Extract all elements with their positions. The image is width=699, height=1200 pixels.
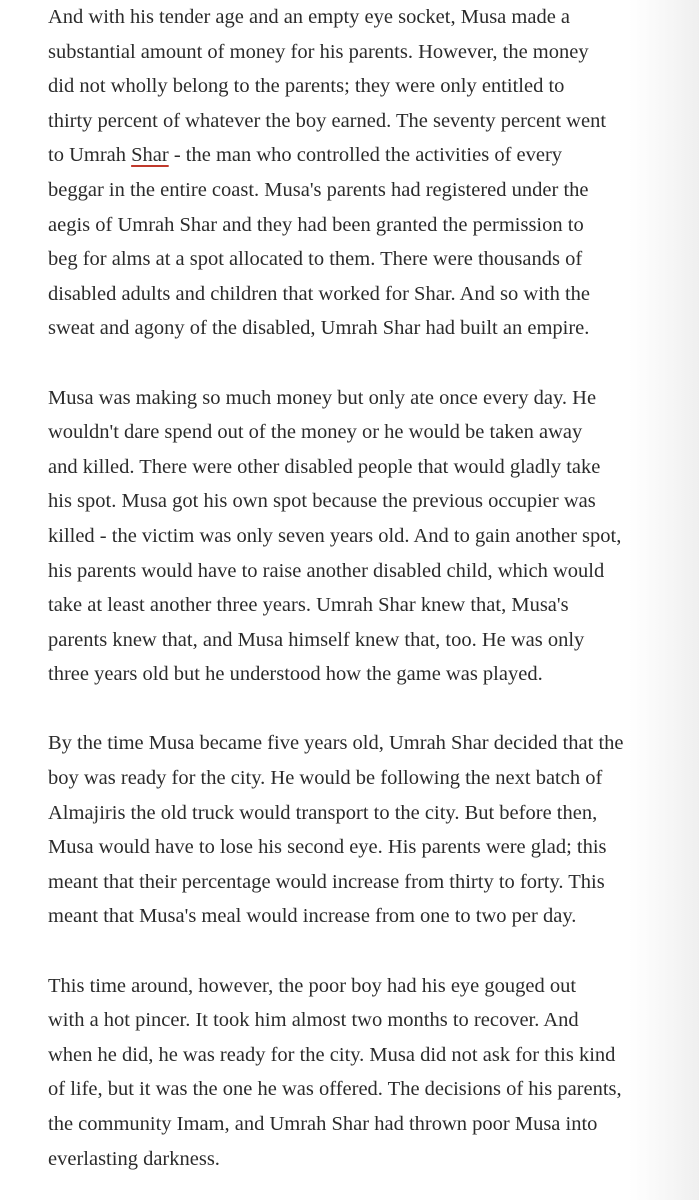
text-line: [48, 138, 688, 173]
text-line: when he did, he was ready for the city. Musa did not ask for this kind: [48, 1043, 616, 1066]
text-line: his parents would have to raise another disabled child, which would: [48, 559, 605, 582]
text-line: substantial amount of money for his parents. However, the money: [48, 40, 589, 63]
text-line: Musa would have to lose his second eye. His parents were glad; this: [48, 836, 607, 859]
paragraph-2: [48, 381, 688, 692]
text-line: did not wholly belong to the parents; they were only entitled to: [48, 75, 565, 98]
text-line: wouldn't dare spend out of the money or he would be taken away: [48, 421, 583, 444]
text-line: By the time Musa became five years old, Umrah Shar decided that the: [48, 732, 624, 755]
text-line: And with his tender age and an empty eye socket, Musa made a: [48, 6, 571, 28]
text-line: of life, but it was the one he was offered. The decisions of his parents,: [48, 1078, 622, 1101]
text-line: parents knew that, and Musa himself knew that, too. He was only: [48, 628, 585, 651]
text-segment: to Umrah: [48, 144, 132, 167]
text-line: and killed. There were other disabled people that would gladly take: [48, 455, 601, 478]
paragraph-3: [48, 726, 688, 934]
text-line: beg for alms at a spot allocated to them. There were thousands of: [48, 248, 583, 271]
text-line: meant that their percentage would increase from thirty to forty. This: [48, 870, 605, 893]
text-line: everlasting darkness.: [48, 1147, 220, 1170]
text-line: beggar in the entire coast. Musa's parents had registered under the: [48, 178, 589, 201]
paragraph-1: [48, 0, 688, 346]
text-line: meant that Musa's meal would increase from one to two per day.: [48, 905, 577, 928]
text-line: the community Imam, and Umrah Shar had thrown poor Musa into: [48, 1113, 598, 1135]
text-line: This time around, however, the poor boy had his eye gouged out: [48, 974, 577, 997]
text-line: thirty percent of whatever the boy earned. The seventy percent went: [48, 109, 607, 132]
paragraph-gap: [48, 692, 688, 727]
text-segment: - the man who controlled the activities of every: [168, 144, 563, 167]
paragraph-4: [48, 969, 688, 1177]
text-line: Almajiris the old truck would transport to the city. But before then,: [48, 801, 598, 824]
text-line: sweat and agony of the disabled, Umrah Shar had built an empire.: [48, 317, 590, 340]
underlined-word: Shar: [131, 144, 169, 167]
text-line: boy was ready for the city. He would be following the next batch of: [48, 767, 603, 790]
text-line: three years old but he understood how the game was played.: [48, 663, 543, 686]
text-line: his spot. Musa got his own spot because the previous occupier was: [48, 490, 596, 513]
paragraph-gap: [48, 346, 688, 381]
text-line: Musa was making so much money but only ate once every day. He: [48, 386, 597, 409]
text-line: take at least another three years. Umrah Shar knew that, Musa's: [48, 594, 569, 617]
text-line: aegis of Umrah Shar and they had been granted the permission to: [48, 213, 584, 236]
text-line: killed - the victim was only seven years old. And to gain another spot,: [48, 524, 622, 547]
story-text: [48, 0, 688, 1176]
text-line: disabled adults and children that worked for Shar. And so with the: [48, 282, 591, 305]
text-line: with a hot pincer. It took him almost two months to recover. And: [48, 1009, 579, 1032]
paragraph-gap: [48, 934, 688, 969]
